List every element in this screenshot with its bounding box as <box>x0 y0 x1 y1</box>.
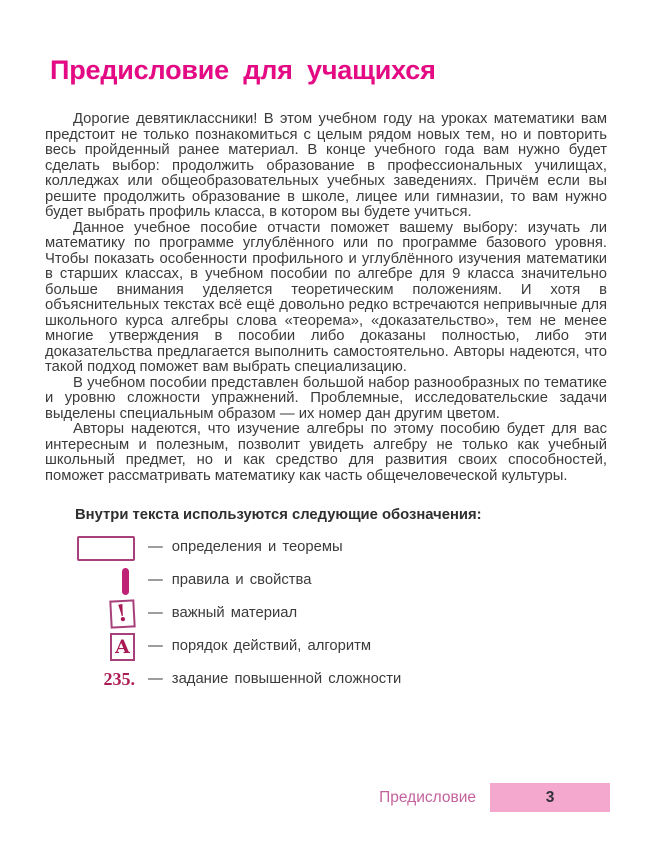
page-number-badge <box>490 783 610 812</box>
legend-item-label: определения и теоремы <box>171 539 343 556</box>
paragraph-2: Данное учебное пособие отчасти поможет вашему выбору: изучать ли математику по программе углублённого или по программе базового уровня. Чтобы показать особенности профильного и углублённого изучения математики в старших классах, в учебном пособии по алгебре для 9 класса значительно больше внимания уделяется теоретическим положениям. И хотя в объяснительных текстах всё ещё довольно редко встречаются непривычные для школьного курса алгебры слова «теорема», «доказательство», тем не менее многие утверждения в пособии либо доказаны полностью, либо эти доказательства предлагается выполнить самостоятельно. Авторы надеются, что такой подход поможет вам выбрать специализацию. <box>45 219 607 376</box>
icon-cell <box>45 600 135 628</box>
icon-cell <box>45 669 135 690</box>
legend-item-important <box>45 598 607 631</box>
legend-item-algorithm <box>45 631 607 664</box>
dash: — <box>148 605 163 622</box>
algorithm-letter-a-icon <box>110 633 135 661</box>
legend-item-label: правила и свойства <box>171 572 312 589</box>
footer-section-label: Предисловие <box>379 788 476 806</box>
legend-heading: Внутри текста используются следующие обозначения: <box>75 507 482 524</box>
dash: — <box>148 539 163 556</box>
page-number: 3 <box>545 788 555 806</box>
exclamation-glyph: ! <box>114 598 130 628</box>
page-title: Предисловие для учащихся <box>50 55 436 85</box>
task-number-sample: 235. <box>103 669 135 690</box>
icon-cell <box>45 568 135 595</box>
rules-bar-icon <box>122 568 129 595</box>
legend-item-label: порядок действий, алгоритм <box>171 638 372 655</box>
dash: — <box>148 572 163 589</box>
legend-item-rules <box>45 565 607 598</box>
legend-item-label: задание повышенной сложности <box>171 671 402 688</box>
legend <box>45 532 607 697</box>
definitions-box-icon <box>77 536 135 561</box>
legend-item-label: важный материал <box>171 605 298 622</box>
icon-cell <box>45 536 135 561</box>
footer <box>0 783 610 812</box>
paragraph-1: Дорогие девятиклассники! В этом учебном году на уроках математики вам предстоит не только познакомиться с целым рядом новых тем, но и повторить весь пройденный ранее материал. В конце учебного года вам нужно будет сделать выбор: продолжить образование в профессиональных училищах, колледжах или общеобразовательных учебных заведениях. Причём если вы решите продолжить образование в школе, лицее или гимназии, то вам нужно будет выбрать профиль класса, в котором вы будете учиться. <box>45 111 607 221</box>
letter-a-glyph: А <box>114 635 131 658</box>
paragraph-3: В учебном пособии представлен большой набор разнообразных по тематике и уровню сложности упражнений. Проблемные, исследовательские задачи выделены специальным образом — их номер дан другим цветом. <box>45 374 607 422</box>
legend-item-advanced-task <box>45 664 607 697</box>
dash: — <box>148 671 163 688</box>
important-exclamation-icon <box>109 599 135 628</box>
dash: — <box>148 638 163 655</box>
paragraph-4: Авторы надеются, что изучение алгебры по этому пособию будет для вас интересным и полезным, позволит увидеть алгебру не только как учебный школьный предмет, но и как средство для развития своих способностей, поможет рассматривать математику как часть общечеловеческой культуры. <box>45 421 607 484</box>
icon-cell <box>45 633 135 661</box>
legend-item-definitions <box>45 532 607 565</box>
preface-text <box>45 112 607 697</box>
